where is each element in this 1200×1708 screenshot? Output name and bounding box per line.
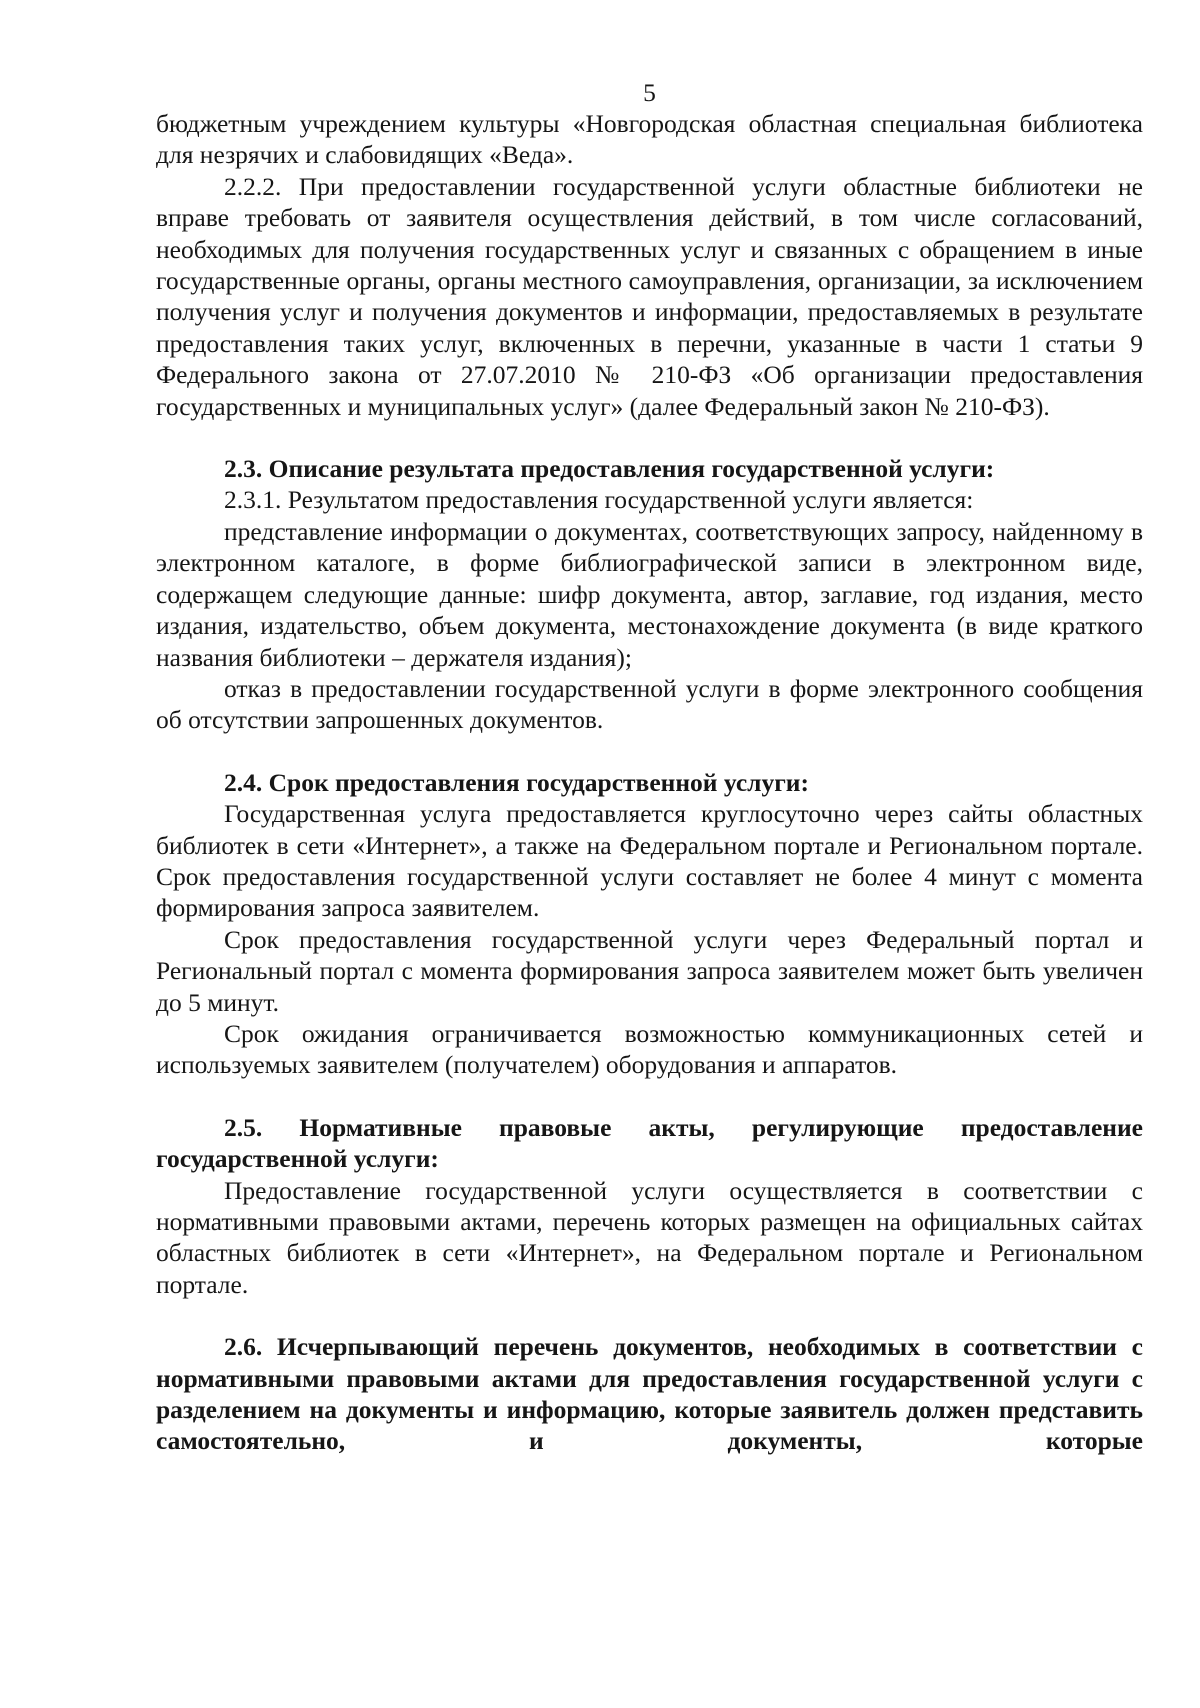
heading-2-3: 2.3. Описание результата предоставления государственной услуги: — [224, 454, 995, 484]
paragraph-normative-acts: Предоставление государственной услуги осуществляется в соответствии с нормативными правовыми актами, перечень которых размещен на официальных сайтах областных библиотек в сети «Интернет», на Федеральном портале и Региональном портале. — [156, 1175, 1143, 1299]
paragraph-2-3-1: 2.3.1. Результатом предоставления государственной услуги является: — [224, 485, 974, 515]
heading-2-4: 2.4. Срок предоставления государственной услуги: — [224, 767, 809, 797]
page-number: 5 — [643, 78, 656, 107]
paragraph-portal-term: Срок предоставления государственной услуги через Федеральный портал и Региональный портал с момента формирования запроса заявителем может быть увеличен до 5 минут. — [156, 924, 1143, 1017]
paragraph-2-2-2: 2.2.2. При предоставлении государственной услуги областные библиотеки не вправе требовать от заявителя осуществления действий, в том числе согласований, необходимых для получения государственных услуг и связанных с обращением в иные государственные органы, органы местного самоуправления, организации, за исключением получения услуг и получения документов и информации, предоставляемых в результате предоставления таких услуг, включенных в перечни, указанные в части 1 статьи 9 Федерального закона от 27.07.2010 № 210-ФЗ «Об организации предоставления государственных и муниципальных услуг» (далее Федеральный закон № 210-ФЗ). — [156, 171, 1143, 421]
paragraph-veda-library: бюджетным учреждением культуры «Новгородская областная специальная библиотека для незрячих и слабовидящих «Веда». — [156, 109, 1143, 170]
heading-2-6: 2.6. Исчерпывающий перечень документов, необходимых в соответствии с нормативными правовыми актами для предоставления государственной услуги с разделением на документы и информацию, которые заявитель должен представить самостоятельно, и документы, которые — [156, 1332, 1143, 1456]
paragraph-waiting-term: Срок ожидания ограничивается возможностью коммуникационных сетей и используемых заявителем (получателем) оборудования и аппаратов. — [156, 1018, 1143, 1080]
document-page — [156, 78, 1143, 1457]
paragraph-service-availability: Государственная услуга предоставляется круглосуточно через сайты областных библиотек в сети «Интернет», а также на Федеральном портале и Региональном портале. Срок предоставления государственной услуги составляет не более 4 минут с момента формирования запроса заявителем. — [156, 799, 1143, 923]
paragraph-result-refusal: отказ в предоставлении государственной услуги в форме электронного сообщения об отсутствии запрошенных документов. — [156, 673, 1143, 735]
paragraph-result-information: представление информации о документах, соответствующих запросу, найденному в электронном каталоге, в форме библиографической записи в электронном виде, содержащем следующие данные: шифр документа, автор, заглавие, год издания, место издания, издательство, объем документа, местонахождение документа (в виде краткого названия библиотеки – держателя издания); — [156, 516, 1143, 672]
heading-2-5: 2.5. Нормативные правовые акты, регулирующие предоставление государственной услуги: — [156, 1112, 1143, 1174]
